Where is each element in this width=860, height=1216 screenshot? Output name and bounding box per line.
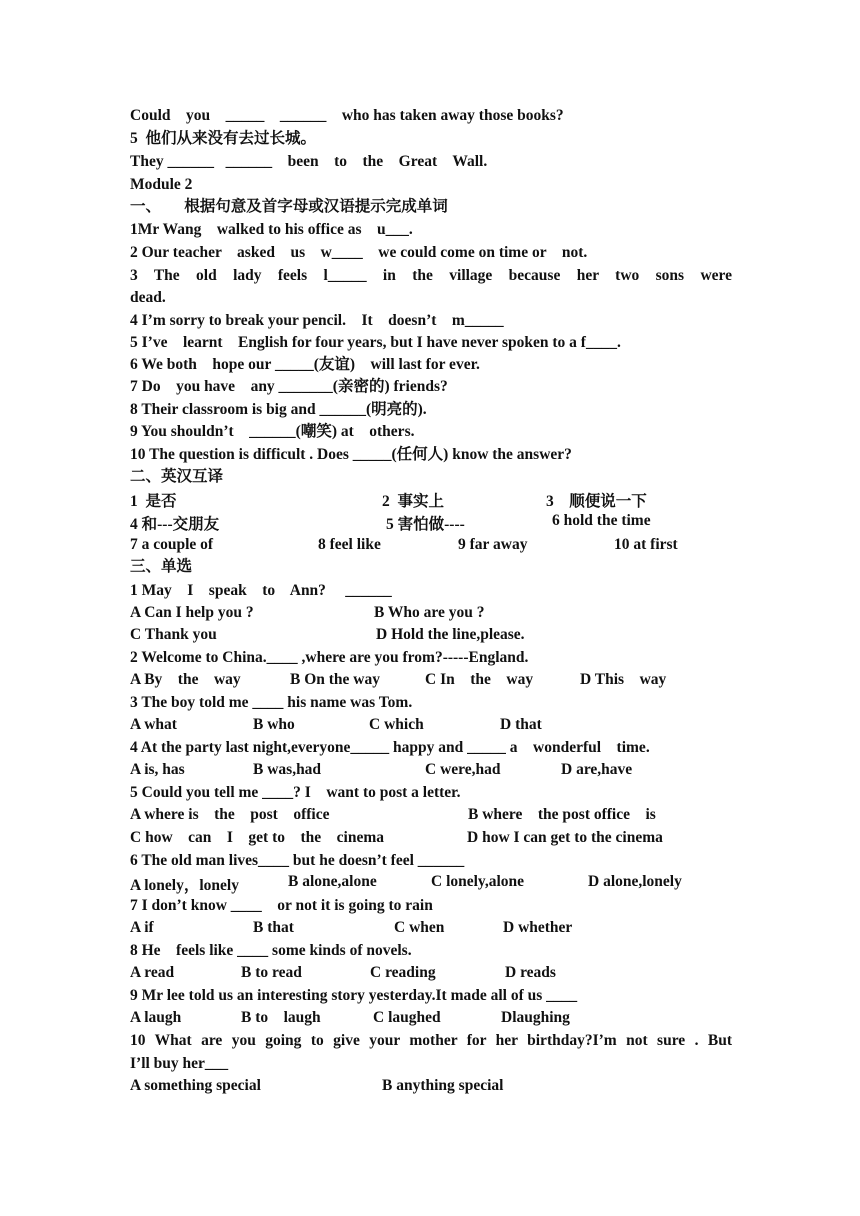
mc-option: B anything special (382, 1077, 504, 1094)
mc-option: A is, has (130, 761, 185, 778)
sentence-they-been: They ______ ______ been to the Great Wall. (130, 153, 488, 170)
mc-option: C reading (370, 964, 436, 981)
mc-question-8: 8 He feels like ____ some kinds of novels. (130, 942, 412, 959)
mc-option: D reads (505, 964, 556, 981)
mc-option: A By the way (130, 671, 241, 688)
mc-option: D Hold the line,please. (376, 626, 525, 643)
mc-option: B On the way (290, 671, 380, 688)
mc-option: C when (394, 919, 445, 936)
fill-item-9: 9 You shouldn’t ______(嘲笑) at others. (130, 423, 415, 440)
mc-option: A Can I help you ? (130, 604, 254, 621)
fill-item-1: 1Mr Wang walked to his office as u___. (130, 221, 413, 238)
section-2-heading: 二、英汉互译 (130, 468, 224, 485)
mc-option: C laughed (373, 1009, 441, 1026)
fill-item-3-continued: dead. (130, 289, 166, 306)
mc-question-9: 9 Mr lee told us an interesting story yesterday.It made all of us ____ (130, 987, 578, 1004)
mc-option: A if (130, 919, 154, 936)
mc-question-7: 7 I don’t know ____ or not it is going to rain (130, 897, 433, 914)
mc-question-10-continued: I’ll buy her___ (130, 1055, 229, 1072)
mc-question-1: 1 May I speak to Ann? ______ (130, 582, 392, 599)
mc-option: B to laugh (241, 1009, 321, 1026)
section-3-heading: 三、单选 (130, 558, 193, 575)
fill-item-8: 8 Their classroom is big and ______(明亮的). (130, 401, 427, 418)
fill-item-10: 10 The question is difficult . Does _____(任何人) know the answer? (130, 446, 572, 463)
mc-option: B that (253, 919, 294, 936)
mc-option: A lonely，lonely (130, 877, 239, 894)
mc-option: D whether (503, 919, 573, 936)
sentence-could-you: Could you _____ ______ who has taken away those books? (130, 107, 564, 124)
fill-item-5: 5 I’ve learnt English for four years, but I have never spoken to a f____. (130, 334, 621, 351)
fill-item-4: 4 I’m sorry to break your pencil. It doesn’t m_____ (130, 312, 504, 329)
mc-option: A laugh (130, 1009, 182, 1026)
mc-option: D This way (580, 671, 667, 688)
translate-item: 5 害怕做---- (386, 516, 465, 533)
mc-option: Dlaughing (501, 1009, 570, 1026)
translate-item: 10 at first (614, 536, 678, 553)
mc-question-5: 5 Could you tell me ____? I want to post a letter. (130, 784, 461, 801)
mc-option: A read (130, 964, 175, 981)
mc-option: B alone,alone (288, 873, 377, 890)
translate-item: 3 顺便说一下 (546, 493, 647, 510)
mc-question-2: 2 Welcome to China.____ ,where are you from?-----England. (130, 649, 529, 666)
translate-item: 7 a couple of (130, 536, 214, 553)
mc-question-3: 3 The boy told me ____ his name was Tom. (130, 694, 413, 711)
mc-option: C how can I get to the cinema (130, 829, 385, 846)
item-5-chinese: 5 他们从来没有去过长城。 (130, 130, 317, 147)
mc-option: A what (130, 716, 177, 733)
mc-option: D are,have (561, 761, 633, 778)
fill-item-3: 3 The old lady feels l_____ in the village because her two sons were (130, 267, 732, 284)
mc-option: C In the way (425, 671, 534, 688)
mc-option: D that (500, 716, 542, 733)
translate-item: 6 hold the time (552, 512, 651, 529)
mc-option: C which (369, 716, 424, 733)
mc-question-10: 10 What are you going to give your mother for her birthday?I’m not sure . But (130, 1032, 732, 1049)
mc-option: B Who are you ? (374, 604, 485, 621)
fill-item-7: 7 Do you have any _______(亲密的) friends? (130, 378, 448, 395)
mc-option: B to read (241, 964, 302, 981)
translate-item: 2 事实上 (382, 493, 445, 510)
mc-option: C were,had (425, 761, 501, 778)
fill-item-6: 6 We both hope our _____(友谊) will last for ever. (130, 356, 480, 373)
section-1-heading: 一、 根据句意及首字母或汉语提示完成单词 (130, 198, 448, 215)
module-heading: Module 2 (130, 176, 193, 193)
mc-option: A something special (130, 1077, 261, 1094)
mc-option: C Thank you (130, 626, 217, 643)
translate-item: 4 和---交朋友 (130, 516, 220, 533)
mc-option: C lonely,alone (431, 873, 525, 890)
translate-item: 8 feel like (318, 536, 381, 553)
mc-option: B who (253, 716, 295, 733)
mc-question-4: 4 At the party last night,everyone_____ happy and _____ a wonderful time. (130, 739, 650, 756)
translate-item: 9 far away (458, 536, 528, 553)
mc-option: D how I can get to the cinema (467, 829, 663, 846)
translate-item: 1 是否 (130, 493, 177, 510)
mc-option: B where the post office is (468, 806, 656, 823)
mc-option: B was,had (253, 761, 322, 778)
mc-option: A where is the post office (130, 806, 330, 823)
mc-question-6: 6 The old man lives____ but he doesn’t feel ______ (130, 852, 465, 869)
fill-item-2: 2 Our teacher asked us w____ we could come on time or not. (130, 244, 588, 261)
mc-option: D alone,lonely (588, 873, 682, 890)
